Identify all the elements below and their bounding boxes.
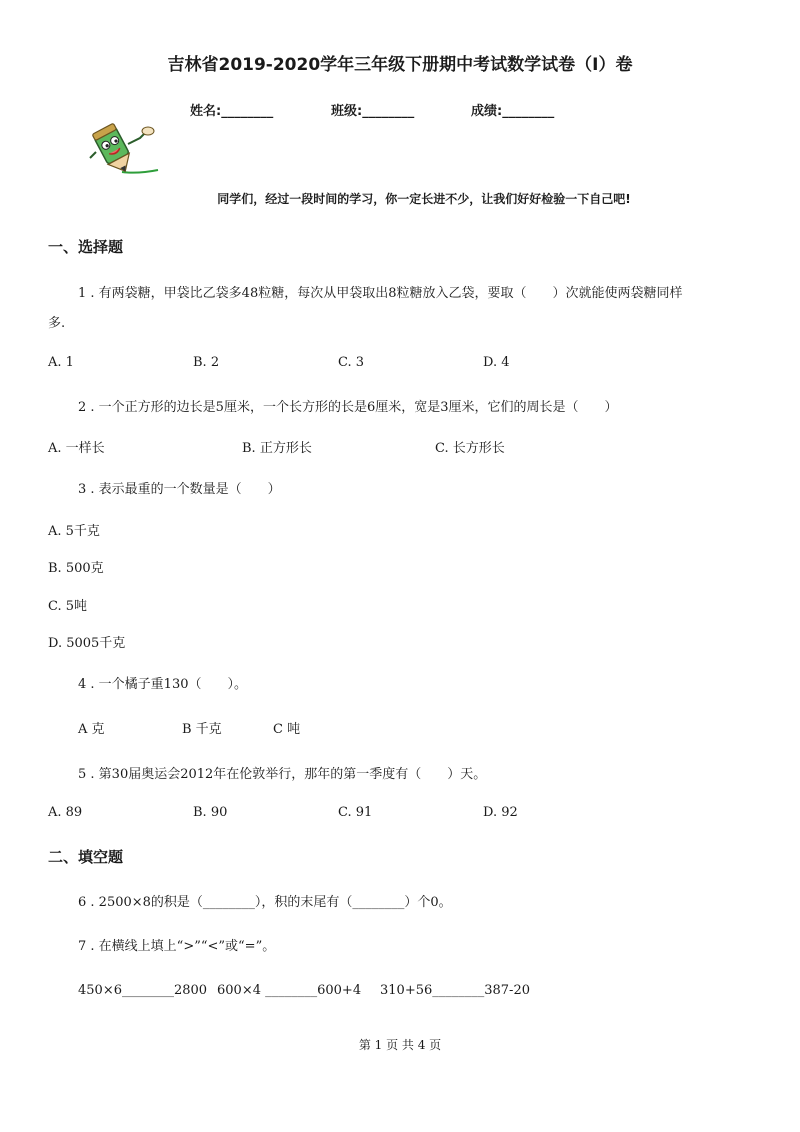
question-3-text: 3 . 表示最重的一个数量是（ ） (78, 482, 281, 497)
question-5-option-b: B. 90 (193, 805, 228, 820)
name-field-label: 姓名:________ (190, 104, 274, 119)
question-1-text-cont: 多. (48, 316, 66, 331)
page-title: 吉林省2019-2020学年三年级下册期中考试数学试卷（I）卷 (167, 55, 633, 75)
question-3-option-c: C. 5吨 (48, 599, 88, 614)
question-4-option-a: A 克 (78, 722, 105, 737)
section-title-fill: 二、填空题 (48, 848, 124, 866)
question-5-option-c: C. 91 (338, 805, 373, 820)
question-7-item-1: 450×6________2800 (78, 983, 208, 998)
question-3-option-d: D. 5005千克 (48, 636, 126, 651)
question-2-option-c: C. 长方形长 (435, 441, 505, 456)
question-1-option-c: C. 3 (338, 355, 365, 370)
question-2-option-a: A. 一样长 (48, 441, 105, 456)
question-3-option-b: B. 500克 (48, 561, 104, 576)
question-2-text: 2 . 一个正方形的边长是5厘米，一个长方形的长是6厘米，宽是3厘米，它们的周长是（ ） (78, 400, 618, 415)
question-3-option-a: A. 5千克 (48, 524, 100, 539)
question-1-text: 1 . 有两袋糖，甲袋比乙袋多48粒糖，每次从甲袋取出8粒糖放入乙袋，要取（ ）次就能使两袋糖同样 (78, 286, 683, 301)
class-field-label: 班级:________ (331, 104, 415, 119)
score-field-label: 成绩:________ (471, 104, 555, 119)
pencil-mascot-icon (88, 122, 164, 178)
question-5-option-a: A. 89 (48, 805, 83, 820)
question-4-option-b: B 千克 (182, 722, 222, 737)
question-1-option-a: A. 1 (48, 355, 74, 370)
question-5-text: 5 . 第30届奥运会2012年在伦敦举行，那年的第一季度有（ ）天。 (78, 767, 487, 782)
page-number-footer: 第 1 页 共 4 页 (358, 1038, 442, 1052)
question-7-item-2: 600×4 ________600+4 (217, 983, 362, 998)
section-title-choice: 一、选择题 (48, 238, 124, 256)
question-7-text: 7 . 在横线上填上“>”“<”或“=”。 (78, 939, 276, 954)
question-2-option-b: B. 正方形长 (242, 441, 312, 456)
question-5-option-d: D. 92 (483, 805, 518, 820)
question-7-item-3: 310+56________387-20 (380, 983, 530, 998)
question-4-option-c: C 吨 (273, 722, 301, 737)
intro-text: 同学们，经过一段时间的学习，你一定长进不少，让我们好好检验一下自己吧! (217, 192, 631, 206)
question-6-text: 6 . 2500×8的积是（________），积的末尾有（________）个0。 (78, 895, 452, 910)
question-1-option-d: D. 4 (483, 355, 510, 370)
question-1-option-b: B. 2 (193, 355, 220, 370)
question-4-text: 4 . 一个橘子重130（ ）。 (78, 677, 247, 692)
